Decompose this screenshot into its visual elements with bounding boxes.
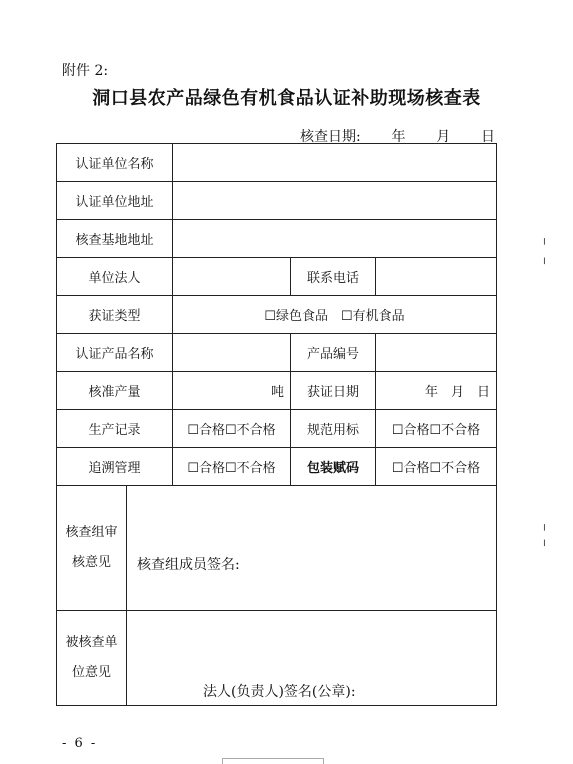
scrollbar-stub xyxy=(222,758,324,764)
table-row xyxy=(57,611,497,706)
review-sign-label: 核查组成员签名: xyxy=(137,557,240,573)
table-row xyxy=(57,486,497,611)
phone-label: 联系电话 xyxy=(291,258,376,296)
table-row xyxy=(57,410,497,448)
table-row xyxy=(57,144,497,182)
unit-sign-label: 法人(负责人)签名(公章): xyxy=(203,684,356,700)
product-no-field[interactable] xyxy=(376,334,497,372)
scan-mark: ╷ xyxy=(541,518,548,531)
production-record-label: 生产记录 xyxy=(57,410,173,448)
date-day: 日 xyxy=(480,129,495,145)
unit-name-label: 认证单位名称 xyxy=(57,144,173,182)
table-row xyxy=(57,334,497,372)
traceability-label: 追溯管理 xyxy=(57,448,173,486)
unit-opinion-label: 被核查单位意见 xyxy=(57,611,127,706)
product-no-label: 产品编号 xyxy=(291,334,376,372)
cert-type-options[interactable]: ☐绿色食品 ☐有机食品 xyxy=(173,296,497,334)
approved-output-label: 核准产量 xyxy=(57,372,173,410)
scan-mark: ╷ xyxy=(541,232,548,245)
unit-opinion-field[interactable] xyxy=(127,611,497,706)
output-unit[interactable]: 吨 xyxy=(173,372,291,410)
product-name-field[interactable] xyxy=(173,334,291,372)
unit-address-field[interactable] xyxy=(173,182,497,220)
date-year: 年 xyxy=(391,129,406,145)
cert-type-label: 获证类型 xyxy=(57,296,173,334)
base-address-label: 核查基地地址 xyxy=(57,220,173,258)
date-month: 月 xyxy=(436,129,451,145)
product-name-label: 认证产品名称 xyxy=(57,334,173,372)
table-row xyxy=(57,372,497,410)
traceability-check[interactable]: ☐合格☐不合格 xyxy=(173,448,291,486)
legal-person-label: 单位法人 xyxy=(57,258,173,296)
production-record-check[interactable]: ☐合格☐不合格 xyxy=(173,410,291,448)
page-title: 洞口县农产品绿色有机食品认证补助现场核查表 xyxy=(92,88,481,109)
table-row xyxy=(57,258,497,296)
table-row xyxy=(57,182,497,220)
packaging-label: 包装赋码 xyxy=(291,448,376,486)
review-opinion-field[interactable] xyxy=(127,486,497,611)
table-row xyxy=(57,296,497,334)
page-number: - 6 - xyxy=(62,736,98,751)
table-row xyxy=(57,448,497,486)
date-label: 核查日期: xyxy=(300,129,361,145)
base-address-field[interactable] xyxy=(173,220,497,258)
scan-mark: ╵ xyxy=(541,258,548,271)
unit-name-field[interactable] xyxy=(173,144,497,182)
unit-address-label: 认证单位地址 xyxy=(57,182,173,220)
scan-mark: ╵ xyxy=(541,540,548,553)
labeling-label: 规范用标 xyxy=(291,410,376,448)
cert-date-field[interactable]: 年 月 日 xyxy=(376,372,497,410)
packaging-check[interactable]: ☐合格☐不合格 xyxy=(376,448,497,486)
review-opinion-label: 核查组审核意见 xyxy=(57,486,127,611)
attachment-label: 附件 2: xyxy=(62,63,109,79)
cert-date-label: 获证日期 xyxy=(291,372,376,410)
phone-field[interactable] xyxy=(376,258,497,296)
table-row xyxy=(57,220,497,258)
legal-person-field[interactable] xyxy=(173,258,291,296)
labeling-check[interactable]: ☐合格☐不合格 xyxy=(376,410,497,448)
inspection-form-table xyxy=(56,143,497,706)
